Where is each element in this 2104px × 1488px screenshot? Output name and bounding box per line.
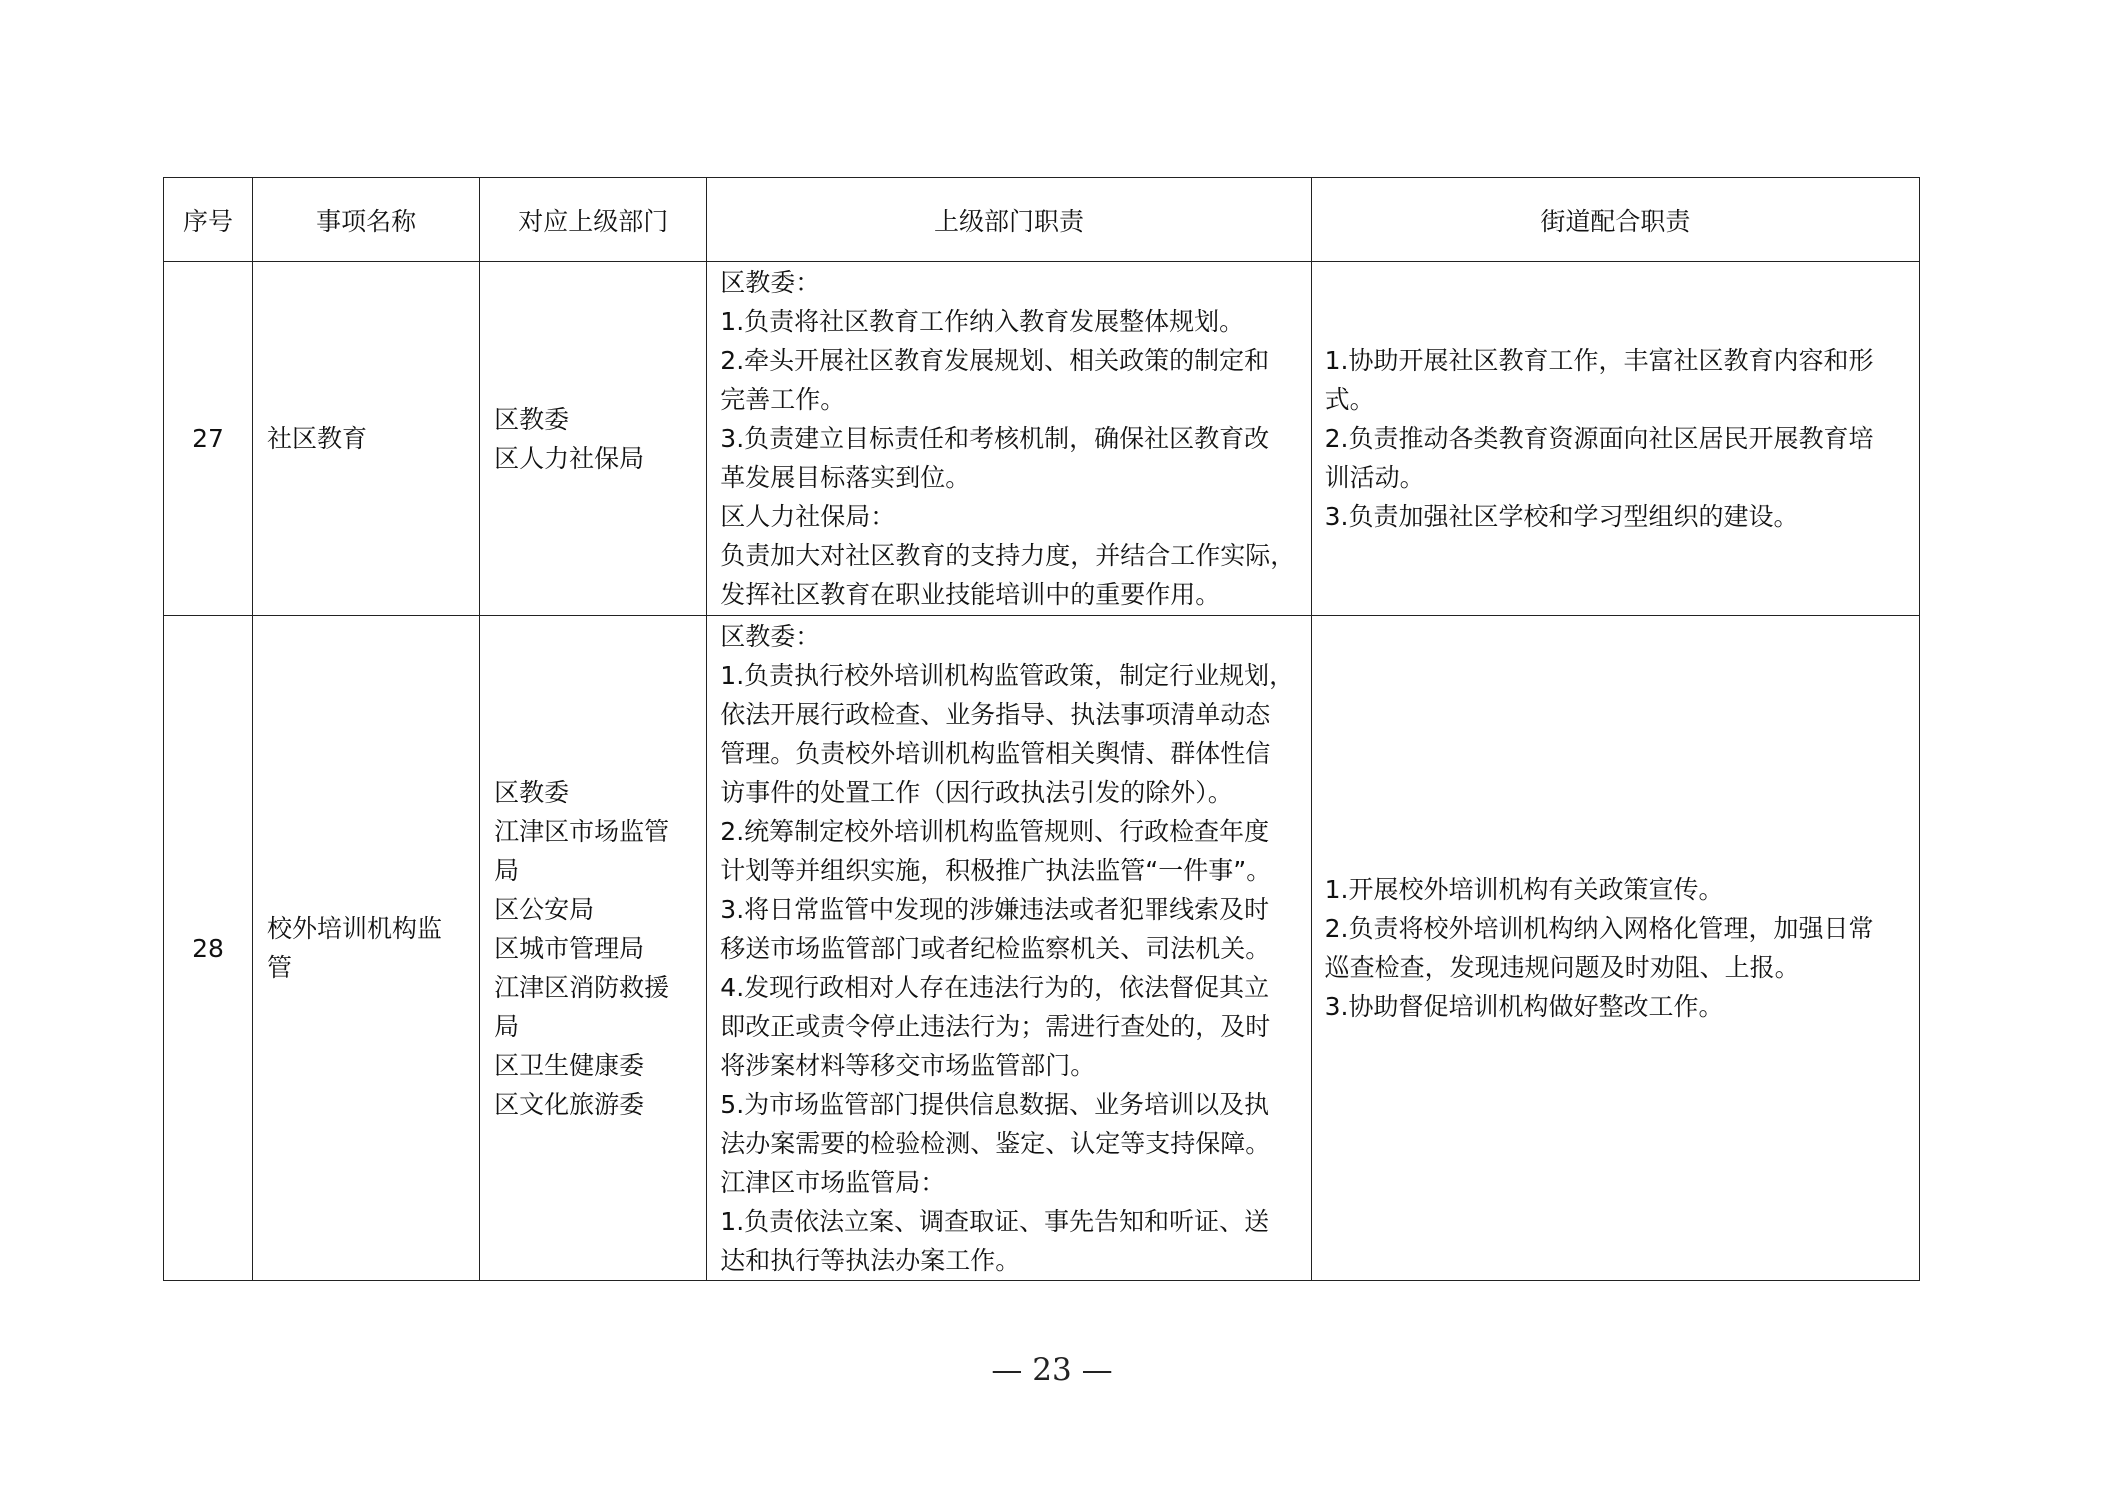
duty-line: 法办案需要的检验检测、鉴定、认定等支持保障。 (720, 1128, 1271, 1158)
dept-duty (707, 616, 1311, 1281)
duty-line: 革发展目标落实到位。 (720, 463, 971, 492)
header-dept-duty: 上级部门职责 (707, 178, 1311, 262)
coop-line: 式。 (1324, 385, 1375, 414)
row-number: 27 (164, 262, 253, 616)
dept-line: 局 (494, 855, 520, 885)
dept-line: 江津区市场监管 (494, 816, 670, 846)
dept-line: 江津区消防救援 (494, 972, 670, 1002)
duty-line: 将涉案材料等移交市场监管部门。 (720, 1050, 1096, 1080)
dept-line: 区城市管理局 (494, 933, 645, 963)
coop-line: 1.开展校外培训机构有关政策宣传。 (1324, 875, 1724, 904)
duty-line: 发挥社区教育在职业技能培训中的重要作用。 (720, 580, 1221, 609)
coop-line: 3.负责加强社区学校和学习型组织的建设。 (1324, 502, 1799, 531)
street-duty (1311, 262, 1919, 616)
duty-line: 1.负责执行校外培训机构监管政策，制定行业规划， (720, 660, 1295, 690)
duty-table (163, 177, 1920, 1281)
duty-line: 江津区市场监管局： (720, 1167, 946, 1197)
duty-line: 计划等并组织实施，积极推广执法监管“一件事”。 (720, 855, 1272, 885)
dept-line: 区公安局 (494, 894, 595, 924)
dept-line: 区卫生健康委 (494, 1050, 645, 1080)
item-name: 社区教育 (253, 262, 480, 616)
table-header-row (164, 178, 1920, 262)
header-item-name: 事项名称 (253, 178, 480, 262)
street-duty (1311, 616, 1919, 1281)
page-number: — 23 — (991, 1352, 1113, 1388)
dept-line: 局 (494, 1011, 520, 1041)
header-street-duty: 街道配合职责 (1311, 178, 1919, 262)
table-row (164, 616, 1920, 1281)
duty-line: 完善工作。 (720, 385, 846, 414)
duty-line: 即改正或责令停止违法行为；需进行查处的，及时 (720, 1011, 1271, 1041)
duty-line: 管理。负责校外培训机构监管相关舆情、群体性信 (720, 738, 1271, 768)
duty-line: 4.发现行政相对人存在违法行为的，依法督促其立 (720, 972, 1270, 1002)
duty-line: 区教委： (720, 621, 821, 651)
dept-list (480, 616, 707, 1281)
dept-line: 区文化旅游委 (494, 1089, 645, 1119)
row-number: 28 (164, 616, 253, 1281)
dept-list (480, 262, 707, 616)
duty-line: 3.负责建立目标责任和考核机制，确保社区教育改 (720, 424, 1270, 453)
duty-line: 5.为市场监管部门提供信息数据、业务培训以及执 (720, 1089, 1270, 1119)
coop-line: 2.负责推动各类教育资源面向社区居民开展教育培 (1324, 424, 1874, 453)
duty-line: 区教委： (720, 268, 821, 297)
duty-line: 达和执行等执法办案工作。 (720, 1245, 1021, 1275)
dept-duty (707, 262, 1311, 616)
item-name-line: 校外培训机构监 (267, 914, 443, 943)
coop-line: 巡查检查，发现违规问题及时劝阻、上报。 (1324, 953, 1800, 982)
duty-line: 2.统筹制定校外培训机构监管规则、行政检查年度 (720, 816, 1270, 846)
duty-line: 依法开展行政检查、业务指导、执法事项清单动态 (720, 699, 1271, 729)
duty-line: 访事件的处置工作（因行政执法引发的除外）。 (720, 777, 1233, 807)
item-name-line: 管 (267, 953, 293, 982)
coop-line: 训活动。 (1324, 463, 1425, 492)
item-name (253, 616, 480, 1281)
duty-line: 1.负责依法立案、调查取证、事先告知和听证、送 (720, 1206, 1270, 1236)
coop-line: 1.协助开展社区教育工作，丰富社区教育内容和形 (1324, 346, 1874, 375)
duty-line: 3.将日常监管中发现的涉嫌违法或者犯罪线索及时 (720, 894, 1270, 924)
table-row (164, 262, 1920, 616)
coop-line: 2.负责将校外培训机构纳入网格化管理，加强日常 (1324, 914, 1874, 943)
dept-line: 区教委 (494, 404, 570, 434)
dept-line: 区教委 (494, 777, 570, 807)
coop-line: 3.协助督促培训机构做好整改工作。 (1324, 992, 1724, 1021)
header-dept: 对应上级部门 (480, 178, 707, 262)
header-no: 序号 (164, 178, 253, 262)
duty-line: 2.牵头开展社区教育发展规划、相关政策的制定和 (720, 346, 1270, 375)
dept-line: 区人力社保局 (494, 443, 645, 473)
duty-line: 负责加大对社区教育的支持力度，并结合工作实际， (720, 541, 1296, 570)
duty-line: 1.负责将社区教育工作纳入教育发展整体规划。 (720, 307, 1245, 336)
duty-line: 移送市场监管部门或者纪检监察机关、司法机关。 (720, 933, 1271, 963)
duty-line: 区人力社保局： (720, 502, 896, 531)
